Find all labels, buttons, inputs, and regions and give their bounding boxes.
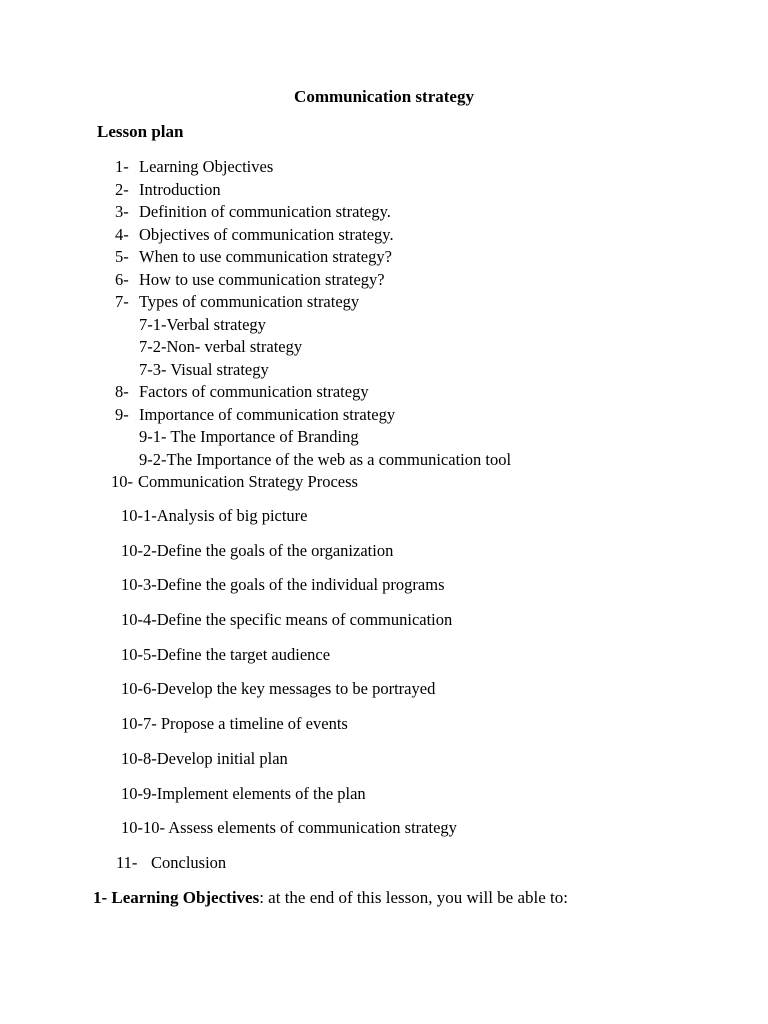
toc-subitem [0, 449, 768, 472]
lesson-plan-list [0, 156, 768, 494]
toc-item-number: 5- [115, 247, 129, 266]
toc-item [0, 471, 768, 494]
toc-item-number: 7- [115, 292, 129, 311]
learning-objectives-label: 1- Learning Objectives [93, 888, 260, 907]
process-step [0, 748, 768, 783]
toc-item-text: Types of communication strategy [139, 292, 360, 311]
toc-item-text: Learning Objectives [139, 157, 274, 176]
toc-item-text: Factors of communication strategy [139, 382, 369, 401]
toc-item [0, 291, 768, 314]
process-step-text: 10-2-Define the goals of the organization [121, 540, 394, 560]
toc-item-text: Importance of communication strategy [139, 404, 396, 424]
toc-item-text: Introduction [139, 179, 221, 199]
toc-item-text: 7-1-Verbal strategy [139, 314, 266, 334]
toc-item-number: 11- [116, 853, 138, 872]
process-step [0, 678, 768, 713]
toc-item-text: 9-1- The Importance of Branding [139, 427, 359, 446]
process-step [0, 783, 768, 818]
learning-objectives-paragraph [93, 887, 568, 909]
toc-item-number: 4- [115, 224, 129, 244]
process-step [0, 817, 768, 852]
toc-item-number: 6- [115, 269, 129, 289]
process-step-text: 10-8-Develop initial plan [121, 748, 288, 768]
toc-item-text: How to use communication strategy? [139, 269, 385, 289]
process-step-text: 10-6-Develop the key messages to be portrayed [121, 679, 436, 699]
toc-item-conclusion [0, 852, 768, 874]
process-step-text: 10-7- Propose a timeline of events [121, 714, 348, 734]
toc-item-text: When to use communication strategy? [139, 247, 392, 266]
toc-item-text: Objectives of communication strategy. [139, 224, 394, 244]
process-step [0, 574, 768, 609]
toc-item [0, 269, 768, 292]
lesson-plan-heading: Lesson plan [97, 122, 184, 141]
toc-item-text: 7-3- Visual strategy [139, 359, 269, 379]
toc-item [0, 201, 768, 224]
process-step-text: 10-4-Define the specific means of communication [121, 610, 453, 630]
toc-item [0, 156, 768, 179]
process-step [0, 505, 768, 540]
learning-objectives-text: : at the end of this lesson, you will be able to: [259, 888, 568, 907]
process-step-text: 10-1-Analysis of big picture [121, 506, 308, 525]
process-steps-list [0, 505, 768, 852]
toc-subitem [0, 359, 768, 382]
process-step-text: 10-10- Assess elements of communication strategy [121, 818, 457, 838]
process-step-text: 10-5-Define the target audience [121, 644, 331, 664]
toc-item-text: 7-2-Non- verbal strategy [139, 337, 303, 356]
toc-item-number: 8- [115, 382, 129, 401]
toc-item [0, 381, 768, 404]
toc-item-number: 3- [115, 202, 129, 221]
process-step [0, 609, 768, 644]
process-step-text: 10-9-Implement elements of the plan [121, 783, 366, 803]
toc-item [0, 246, 768, 269]
toc-item-text: Definition of communication strategy. [139, 202, 391, 221]
toc-item [0, 179, 768, 202]
toc-subitem [0, 336, 768, 359]
toc-item-text: 9-2-The Importance of the web as a communication tool [139, 449, 512, 469]
process-step [0, 644, 768, 679]
toc-subitem [0, 426, 768, 449]
process-step [0, 540, 768, 575]
toc-item-number: 2- [115, 179, 129, 199]
toc-item [0, 404, 768, 427]
toc-item-number: 1- [115, 157, 129, 176]
process-step [0, 713, 768, 748]
toc-subitem [0, 314, 768, 337]
toc-item [0, 224, 768, 247]
toc-item-text: Communication Strategy Process [138, 472, 358, 491]
toc-item-number: 9- [115, 404, 129, 424]
process-step-text: 10-3-Define the goals of the individual programs [121, 575, 445, 595]
toc-item-number: 10- [111, 472, 133, 491]
toc-item-text: Conclusion [151, 853, 227, 872]
document-title: Communication strategy [294, 87, 474, 106]
